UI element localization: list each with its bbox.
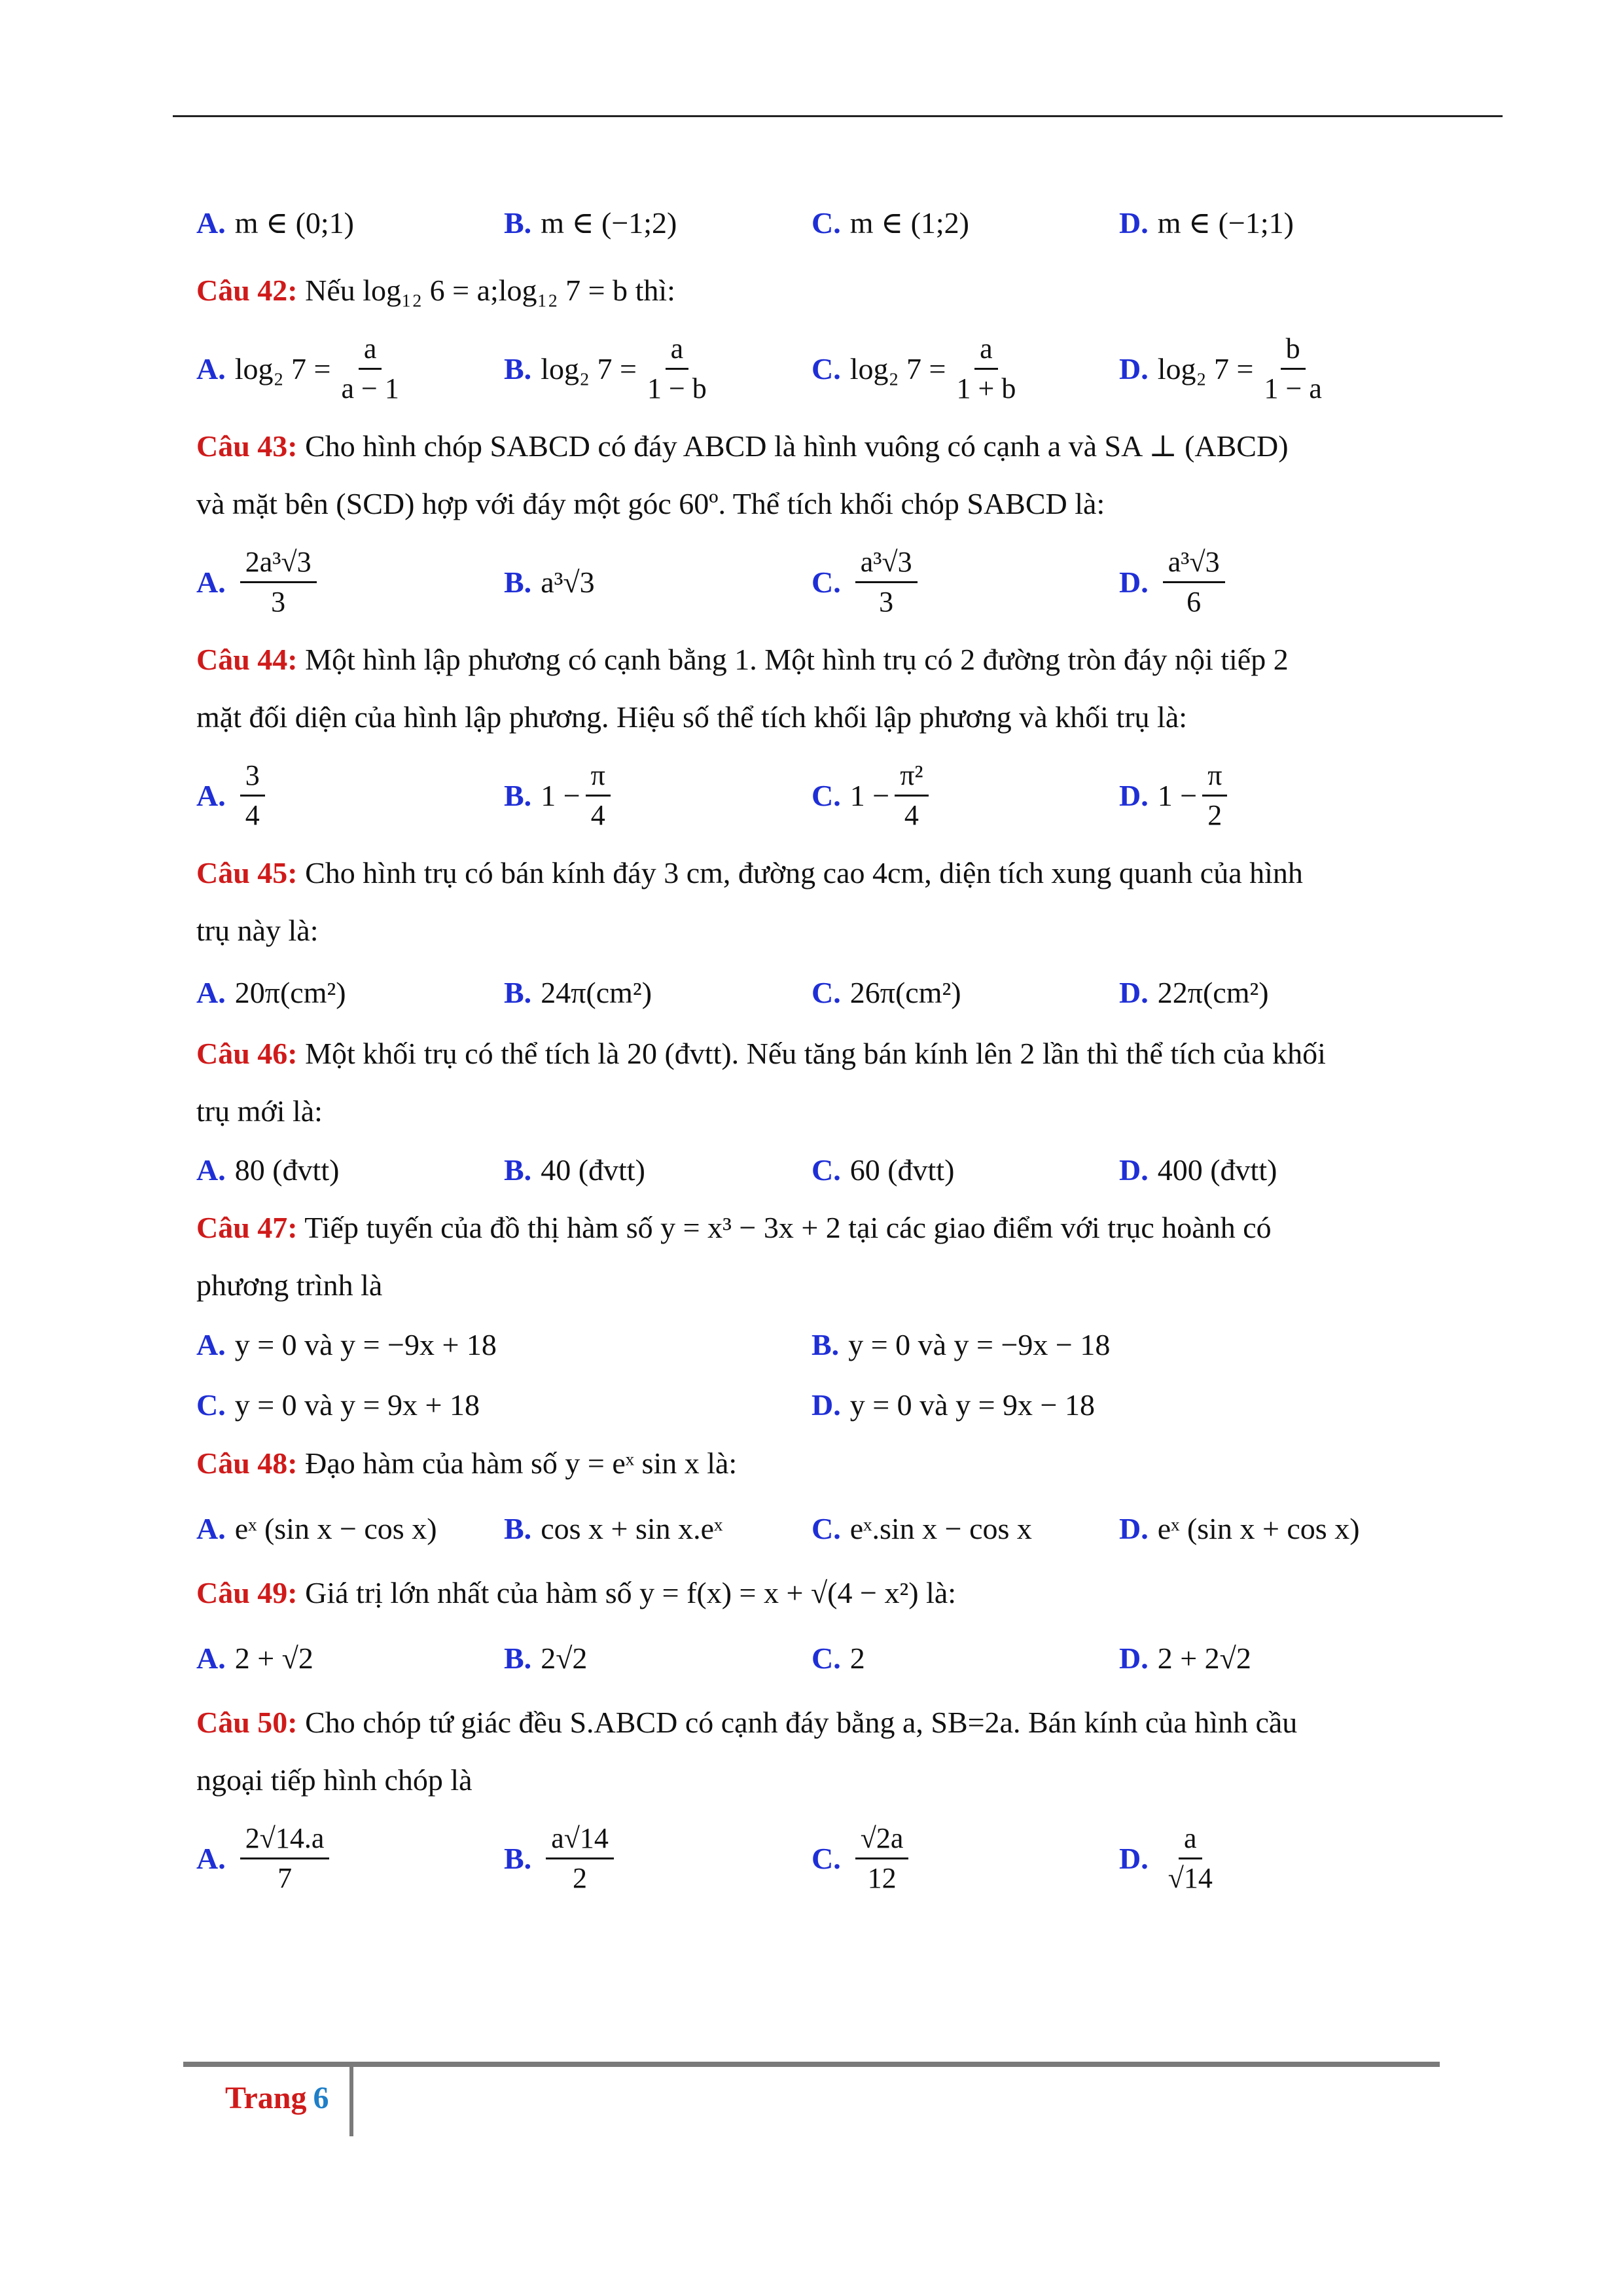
q41-options: [196, 190, 1427, 255]
q44-option-c: C. 1 − $\frac{\text{π²}}{4}$: [812, 757, 1119, 834]
q48-option-a: A. eˣ (sin x − cos x): [196, 1511, 437, 1545]
q43-option-b: B. a³√3: [504, 565, 595, 599]
q46-options: [196, 1140, 1427, 1199]
q43-option-c: C. $\frac{\text{a³√3}}{3}$: [812, 543, 1119, 621]
q44-option-a: A. $\frac{3}{4}$: [196, 757, 504, 834]
q49-option-d: D. 2 + 2√2: [1119, 1641, 1251, 1675]
q49-option-b: B. 2√2: [504, 1641, 588, 1675]
q45-option-b: B. 24π(cm²): [504, 975, 652, 1009]
q45-option-d: D. 22π(cm²): [1119, 975, 1269, 1009]
footer-rule: [183, 2062, 1440, 2067]
q49-stem: Câu 49: Giá trị lớn nhất của hàm số y = f(x) = x + √(4 − x²) là:: [196, 1576, 957, 1609]
page-number: 6: [313, 2081, 329, 2115]
q49-options: [196, 1622, 1427, 1694]
q48-option-d: D. eˣ (sin x + cos x): [1119, 1511, 1360, 1545]
q41-option-c: C. m ∈ (1;2): [812, 206, 969, 240]
q47-option-d: D. y = 0 và y = 9x − 18: [812, 1388, 1095, 1422]
q50-option-c: C. $\frac{√2a}{12}$: [812, 1820, 1119, 1897]
q43-stem: Câu 43: Cho hình chóp SABCD có đáy ABCD là hình vuông có cạnh a và SA ⊥ (ABCD) và mặt bên (SCD) hợp với đáy một góc 60º. Thể tích khối chóp SABCD là:: [196, 429, 1289, 520]
q41-option-a: A. m ∈ (0;1): [196, 206, 354, 240]
header-rule: [173, 115, 1503, 117]
q42-stem: Câu 42: Nếu log₁₂ 6 = a;log₁₂ 7 = b thì:: [196, 274, 675, 307]
q47-stem: Câu 47: Tiếp tuyến của đồ thị hàm số y = x³ − 3x + 2 tại các giao điểm với trục hoành có phương trình là: [196, 1211, 1272, 1302]
q42-options: [196, 319, 1427, 418]
q48-option-b: B. cos x + sin x.eˣ: [504, 1511, 723, 1545]
q43-option-d: D. $\frac{\text{a³√3}}{6}$: [1119, 543, 1427, 621]
q46-option-d: D. 400 (đvtt): [1119, 1153, 1277, 1187]
q41-option-b: B. m ∈ (−1;2): [504, 206, 677, 240]
q50-option-b: B. $\frac{a√14}{2}$: [504, 1820, 812, 1897]
exam-content: [196, 190, 1427, 1907]
q44-stem: Câu 44: Một hình lập phương có cạnh bằng 1. Một hình trụ có 2 đường tròn đáy nội tiếp 2 mặt đối diện của hình lập phương. Hiệu số thể tích khối lập phương và khối trụ là:: [196, 643, 1289, 734]
q44-options: [196, 746, 1427, 844]
q42-option-b: B. log₂ 7 = $\frac{a}{1 - b}$: [504, 330, 812, 408]
footer-divider: [349, 2067, 353, 2136]
q42-option-a: A. log₂ 7 = $\frac{a}{a - 1}$: [196, 330, 504, 408]
q46-option-c: C. 60 (đvtt): [812, 1153, 955, 1187]
q49-option-a: A. 2 + √2: [196, 1641, 313, 1675]
q46-option-b: B. 40 (đvtt): [504, 1153, 645, 1187]
q46-stem: Câu 46: Một khối trụ có thể tích là 20 (đvtt). Nếu tăng bán kính lên 2 lần thì thể tích của khối trụ mới là:: [196, 1037, 1326, 1128]
q43-options: [196, 533, 1427, 631]
q49-option-c: C. 2: [812, 1641, 865, 1675]
q47-option-a: A. y = 0 và y = −9x + 18: [196, 1327, 497, 1361]
q50-option-a: A. $\frac{2√14.a}{7}$: [196, 1820, 504, 1897]
q50-options: [196, 1809, 1427, 1907]
q48-options: [196, 1492, 1427, 1564]
q48-option-c: C. eˣ.sin x − cos x: [812, 1511, 1032, 1545]
q46-option-a: A. 80 (đvtt): [196, 1153, 340, 1187]
q47-options-row1: [196, 1314, 1427, 1374]
q45-option-a: A. 20π(cm²): [196, 975, 346, 1009]
q45-option-c: C. 26π(cm²): [812, 975, 961, 1009]
q50-option-d: D. $\frac{a}{√14}$: [1119, 1820, 1427, 1897]
q44-option-b: B. 1 − $\frac{\pi}{4}$: [504, 757, 812, 834]
q41-option-d: D. m ∈ (−1;1): [1119, 206, 1294, 240]
q42-option-c: C. log₂ 7 = $\frac{a}{1 + b}$: [812, 330, 1119, 408]
q47-option-b: B. y = 0 và y = −9x − 18: [812, 1327, 1111, 1361]
page-footer: [225, 2080, 329, 2116]
q47-option-c: C. y = 0 và y = 9x + 18: [196, 1388, 480, 1422]
q45-options: [196, 960, 1427, 1025]
q48-stem: Câu 48: Đạo hàm của hàm số y = eˣ sin x là:: [196, 1446, 738, 1480]
q47-options-row2: [196, 1374, 1427, 1435]
footer-label: Trang: [225, 2081, 307, 2115]
q44-option-d: D. 1 − $\frac{\pi}{2}$: [1119, 757, 1427, 834]
q42-option-d: D. log₂ 7 = $\frac{b}{1 - a}$: [1119, 330, 1427, 408]
q45-stem: Câu 45: Cho hình trụ có bán kính đáy 3 cm, đường cao 4cm, diện tích xung quanh của hình trụ này là:: [196, 856, 1303, 947]
q43-option-a: A. $\frac{\text{2a³√3}}{3}$: [196, 543, 504, 621]
q50-stem: Câu 50: Cho chóp tứ giác đều S.ABCD có cạnh đáy bằng a, SB=2a. Bán kính của hình cầu ngoại tiếp hình chóp là: [196, 1706, 1298, 1797]
